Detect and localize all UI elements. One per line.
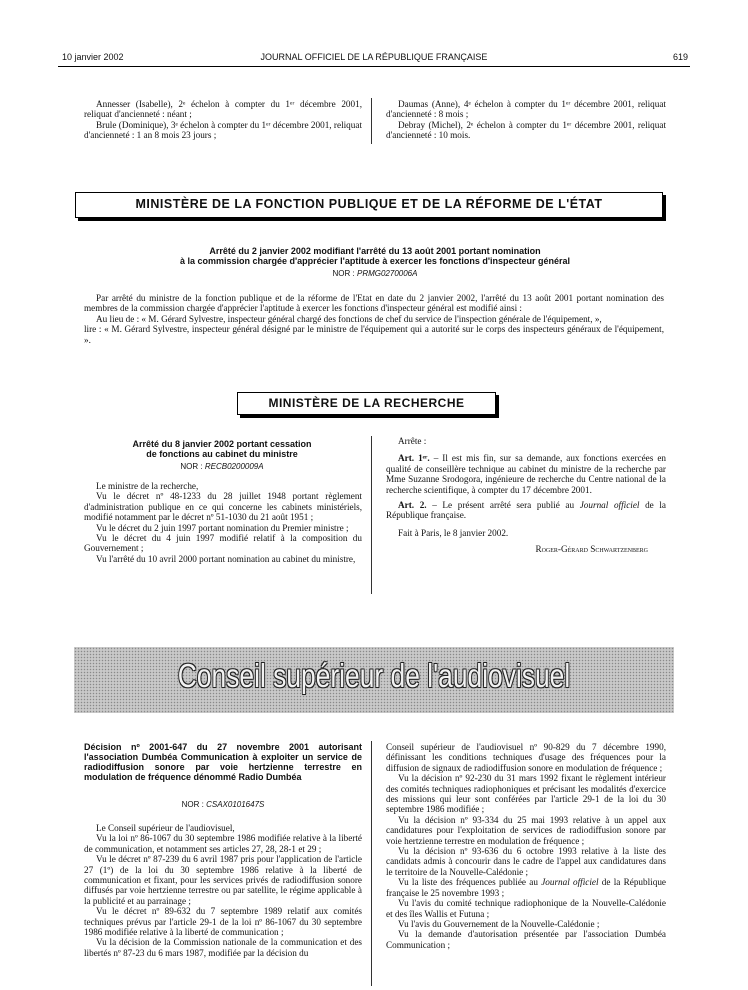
column-divider <box>371 741 372 986</box>
column-divider <box>371 436 372 594</box>
article-text: – Le présent arrêté sera publié au <box>426 500 580 511</box>
paragraph-text: Vu la liste des fréquences publiée au <box>398 877 542 888</box>
decision-title: Décision nº 2001-647 du 27 novembre 2001 autorisant l'association Dumbéa Communication à exploiter un service de radiodiffusion sonore par voie hertzienne terrestre en modulation de fréquence dénommé Radio Dumbéa <box>84 742 362 782</box>
csa-banner-title: Conseil supérieur de l'audiovisuel <box>177 657 571 694</box>
arrete-title-line: Arrêté du 2 janvier 2002 modifiant l'arrêté du 13 août 2001 portant nomination <box>209 246 541 256</box>
paragraph: Vu la décision nº 93-636 du 6 octobre 1993 relative à la liste des candidats admis à concourir dans le cadre de l'appel aux candidatures dans le territoire de la Nouvelle-Calédonie ; <box>386 846 666 877</box>
paragraph: Vu le décret nº 48-1233 du 28 juillet 1948 portant règlement d'administration publique en ce qui concerne les cabinets ministériels, modifié notamment par le décret nº 51-1030 du 21 août 1951 ; <box>84 491 362 523</box>
paragraph: Vu le décret nº 89-632 du 7 septembre 1989 relatif aux comités techniques prévus par l'article 29-1 de la loi nº 86-1067 du 30 septembre 1986 modifiée relative à la liberté de communication ; <box>84 906 362 938</box>
arrete-title-line: à la commission chargée d'apprécier l'aptitude à exercer les fonctions d'inspecteur général <box>179 256 571 266</box>
list-item: Debray (Michel), 2ᵉ échelon à compter du 1ᵉʳ décembre 2001, reliquat d'ancienneté : 10 mois. <box>386 119 666 141</box>
nor-reference <box>60 269 690 278</box>
nor-label: NOR : <box>332 269 355 278</box>
paragraph: Vu la décision nº 92-230 du 31 mars 1992 fixant le règlement intérieur des comités techniques radiophoniques et précisant les modalités d'exercice des missions qui leur sont conférées par l'article 29-1 de la loi du 30 septembre 1986 modifiée ; <box>386 773 666 815</box>
csa-left-body <box>84 823 362 958</box>
nor-label: NOR : <box>181 800 204 809</box>
csa-right-body <box>386 742 666 950</box>
article-text: de la République française. <box>386 500 666 521</box>
nor-reference <box>84 462 360 471</box>
top-right-column <box>386 99 666 141</box>
paragraph: Par arrêté du ministre de la fonction publique et de la réforme de l'Etat en date du 2 janvier 2002, l'arrêté du 13 août 2001 portant nomination des membres de la commission chargée d'apprécier l'aptitude à exercer les fonctions d'inspecteur général est modifié ainsi : <box>84 293 664 314</box>
list-item: Annesser (Isabelle), 2ᵉ échelon à compter du 1ᵉʳ décembre 2001, reliquat d'ancienneté : néant ; <box>84 99 362 120</box>
header-rule <box>58 66 690 67</box>
paragraph: Vu la décision nº 93-334 du 25 mai 1993 relative à un appel aux candidatures pour l'exploitation de services de radiodiffusion sonore par voie hertzienne terrestre en modulation de fréquence ; <box>386 814 666 846</box>
top-left-column <box>84 99 362 141</box>
journal-officiel-italic: Journal officiel <box>579 500 640 511</box>
paragraph: Vu la demande d'autorisation présentée par l'association Dumbéa Communication ; <box>386 929 666 950</box>
paragraph: Vu le décret nº 87-239 du 6 avril 1987 pris pour l'application de l'article 27 (1º) de la loi du 30 septembre 1986 relative à la liberté de communication et fixant, pour les services privés de radiodiffusion sonore diffusés par voie hertzienne terrestre ou par satellite, le régime applicable à la publicité et au parrainage ; <box>84 854 362 906</box>
paragraph: lire : « M. Gérard Sylvestre, inspecteur général désigné par le ministre de l'équipement qui a autorité sur le corps des inspecteurs généraux de l'équipement, ». <box>84 324 664 345</box>
arrete-title-line: Arrêté du 8 janvier 2002 portant cessation <box>132 439 312 449</box>
signature: Roger-Gérard Schwartzenberg <box>535 544 648 555</box>
paragraph: Le ministre de la recherche, <box>96 481 199 491</box>
arrete-title-line: de fonctions au cabinet du ministre <box>146 449 298 459</box>
paragraph: Le Conseil supérieur de l'audiovisuel, <box>96 823 235 833</box>
nor-code: RECB0200009A <box>204 462 264 471</box>
list-item: Daumas (Anne), 4ᵉ échelon à compter du 1ᵉʳ décembre 2001, reliquat d'ancienneté : 8 mois ; <box>386 99 666 120</box>
ministry2-right-body <box>386 436 666 555</box>
csa-banner <box>74 647 674 713</box>
paragraph: Conseil supérieur de l'audiovisuel nº 90-829 du 7 décembre 1990, définissant les conditions techniques d'usage des fréquences pour la diffusion de signaux de radiodiffusion sonore en modulation de fréquence ; <box>386 742 666 773</box>
paragraph: Vu l'avis du comité technique radiophonique de la Nouvelle-Calédonie et des îles Wallis et Futuna ; <box>386 898 666 919</box>
list-item: Brule (Dominique), 3ᵉ échelon à compter du 1ᵉʳ décembre 2001, reliquat d'ancienneté : 1 an 8 mois 23 jours ; <box>84 119 362 141</box>
nor-label: NOR : <box>180 462 203 471</box>
paragraph: Vu l'arrêté du 10 avril 2000 portant nomination au cabinet du ministre, <box>96 553 356 564</box>
article-label: Art. 2. <box>398 500 427 511</box>
ministry2-left-body <box>84 481 362 564</box>
paragraph: Vu le décret du 2 juin 1997 portant nomination du Premier ministre ; <box>96 522 349 533</box>
paragraph-text: de la République française le 25 novembre 1993 ; <box>386 877 666 898</box>
fait-line: Fait à Paris, le 8 janvier 2002. <box>398 527 509 538</box>
nor-code: PRMG0270006A <box>356 269 418 278</box>
nor-reference <box>84 800 362 809</box>
ministry1-body <box>84 293 664 345</box>
column-divider <box>371 98 372 144</box>
header-journal: JOURNAL OFFICIEL DE LA RÉPUBLIQUE FRANÇAISE <box>260 52 488 62</box>
nor-code: CSAX0101647S <box>206 800 265 809</box>
arrete-title <box>84 439 360 459</box>
paragraph: Vu l'avis du Gouvernement de la Nouvelle-Calédonie ; <box>398 918 600 929</box>
paragraph: Vu la décision de la Commission nationale de la communication et des libertés nº 87-23 du 6 mars 1987, modifiée par la décision du <box>84 937 362 958</box>
paragraph <box>386 877 666 898</box>
article-2 <box>386 500 666 521</box>
paragraph: Vu le décret du 4 juin 1997 modifié relatif à la composition du Gouvernement ; <box>84 533 362 554</box>
paragraph: Vu la loi nº 86-1067 du 30 septembre 1986 modifiée relative à la liberté de communication, et notamment ses articles 27, 28, 28-1 et 29 ; <box>84 833 362 854</box>
ministry-heading-recherche: MINISTÈRE DE LA RECHERCHE <box>237 392 496 415</box>
ministry-heading-fonction-publique: MINISTÈRE DE LA FONCTION PUBLIQUE ET DE LA RÉFORME DE L'ÉTAT <box>75 192 663 218</box>
article-label: Art. 1ᵉʳ. <box>398 453 430 464</box>
article-1 <box>386 453 666 495</box>
header-page-number: 619 <box>672 52 688 62</box>
article-text: – Il est mis fin, sur sa demande, aux fonctions exercées en qualité de conseillère technique au cabinet du ministre de la recherche par Mme Suzanne Srodogora, ingénieure de recherche du Centre national de la recherche scientifique, à compter du 17 décembre 2001. <box>386 453 666 495</box>
arrete-title <box>60 246 690 266</box>
arrete-word: Arrête : <box>398 436 427 446</box>
header-date: 10 janvier 2002 <box>62 52 124 62</box>
journal-officiel-italic: Journal officiel <box>541 877 599 888</box>
paragraph: Au lieu de : « M. Gérard Sylvestre, inspecteur général chargé des fonctions de chef du service de l'inspection générale de l'équipement, », <box>96 313 602 324</box>
